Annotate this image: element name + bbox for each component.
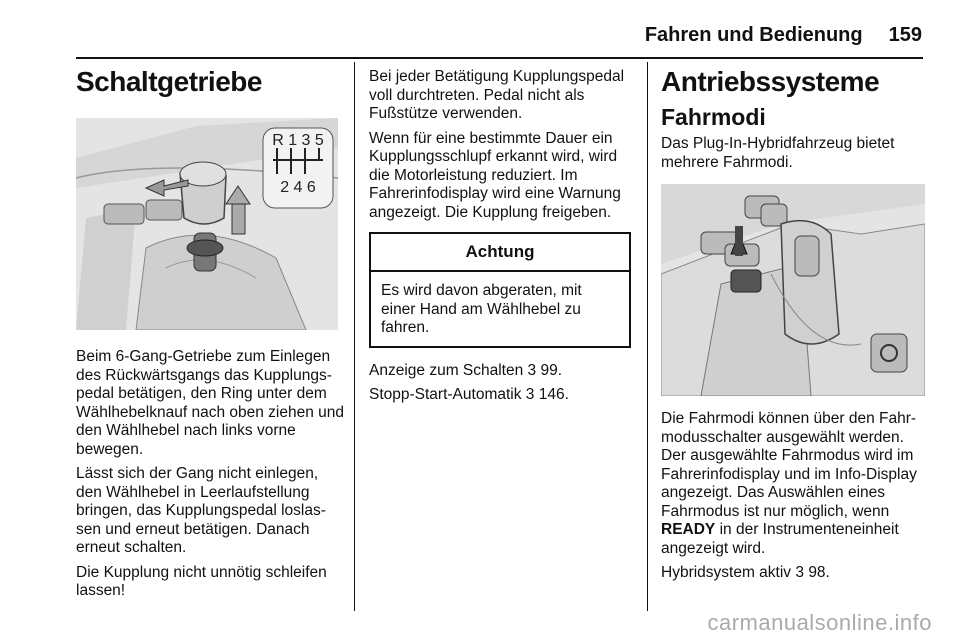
- gearshift-illustration: [76, 118, 338, 330]
- warning-body: [371, 272, 629, 346]
- watermark: carmanualsonline.info: [707, 610, 932, 635]
- paragraph-group: [661, 410, 927, 583]
- reference-arrow-icon: 3: [527, 361, 537, 379]
- column-divider: [647, 62, 648, 611]
- reference-arrow-icon: 3: [795, 564, 804, 581]
- page-number: 159: [888, 24, 922, 46]
- section-heading: Schaltgetriebe: [76, 66, 262, 97]
- warning-heading: Achtung: [371, 234, 629, 272]
- section-title: Fahren und Bedienung: [644, 24, 863, 46]
- paragraph: Wenn für eine bestimmte Dauer ein Kupplungsschlupf erkannt wird, wird die Motorleistung reduziert. Im Fahrerinfodisplay wird eine Warnung angezeigt. Die Kupplung freigeben.: [369, 129, 621, 221]
- paragraph: Das Plug-In-Hybridfahrzeug bietet mehrere Fahrmodi.: [661, 135, 895, 171]
- gear-pattern-bottom: 2 4 6: [280, 179, 316, 196]
- column-right: [661, 62, 927, 589]
- paragraph-text: Die Fahrmodi können über den Fahr-modusschalter ausgewählt werden. Der ausgewählte Fahrmodus wird im Fahrerinfodisplay und im Info-Display angezeigt. Das Auswählen eines Fahrmodus ist nur möglich, wenn: [661, 410, 917, 520]
- paragraph: [661, 410, 927, 558]
- reference-text: Hybridsystem aktiv: [661, 564, 792, 581]
- warning-text: Es wird davon abgeraten, mit einer Hand am Wählhebel zu fahren.: [381, 282, 582, 336]
- paragraph-text: in der Instrumenteneinheit angezeigt wird.: [661, 521, 899, 557]
- cross-reference[interactable]: [369, 386, 631, 405]
- reference-text: Anzeige zum Schalten: [369, 361, 524, 379]
- paragraph: Beim 6-Gang-Getriebe zum Einlegen des Rückwärtsgangs das Kupplungs-pedal betätigen, den Ring unter dem Wählhebelknauf nach oben ziehen und den Wählhebel nach links vorne bewegen.: [76, 348, 345, 458]
- cross-reference[interactable]: [369, 362, 631, 381]
- reference-text: Stopp-Start-Automatik: [369, 386, 522, 403]
- column-left: [76, 62, 346, 607]
- page-header: [76, 24, 922, 54]
- reference-page: 146.: [538, 386, 569, 403]
- cross-reference[interactable]: [661, 564, 927, 583]
- header-rule: [76, 57, 923, 59]
- gearshift-drawing: [76, 118, 338, 330]
- paragraph: Die Kupplung nicht unnötig schleifen lassen!: [76, 563, 327, 599]
- column-middle: [369, 68, 631, 411]
- reference-arrow-icon: 3: [525, 386, 535, 403]
- drive-mode-drawing: [661, 184, 925, 396]
- reference-page: 98.: [808, 564, 830, 581]
- reference-page: 99.: [540, 361, 563, 379]
- section-heading: Antriebssysteme: [661, 66, 880, 97]
- drive-mode-illustration: [661, 184, 925, 396]
- paragraph-group: [76, 348, 346, 601]
- gear-pattern-top: R 1 3 5: [272, 132, 324, 149]
- paragraph: Lässt sich der Gang nicht einlegen, den Wählhebel in Leerlaufstellung bringen, das Kupplungspedal loslas-sen und erneut betätigen. Danach erneut schalten.: [76, 465, 326, 556]
- warning-box: [369, 232, 631, 348]
- ready-indicator-text: READY: [661, 521, 716, 538]
- column-divider: [354, 62, 355, 611]
- paragraph: Bei jeder Betätigung Kupplungspedal voll durchtreten. Pedal nicht als Fußstütze verwenden.: [369, 68, 625, 122]
- subsection-heading: Fahrmodi: [661, 104, 766, 130]
